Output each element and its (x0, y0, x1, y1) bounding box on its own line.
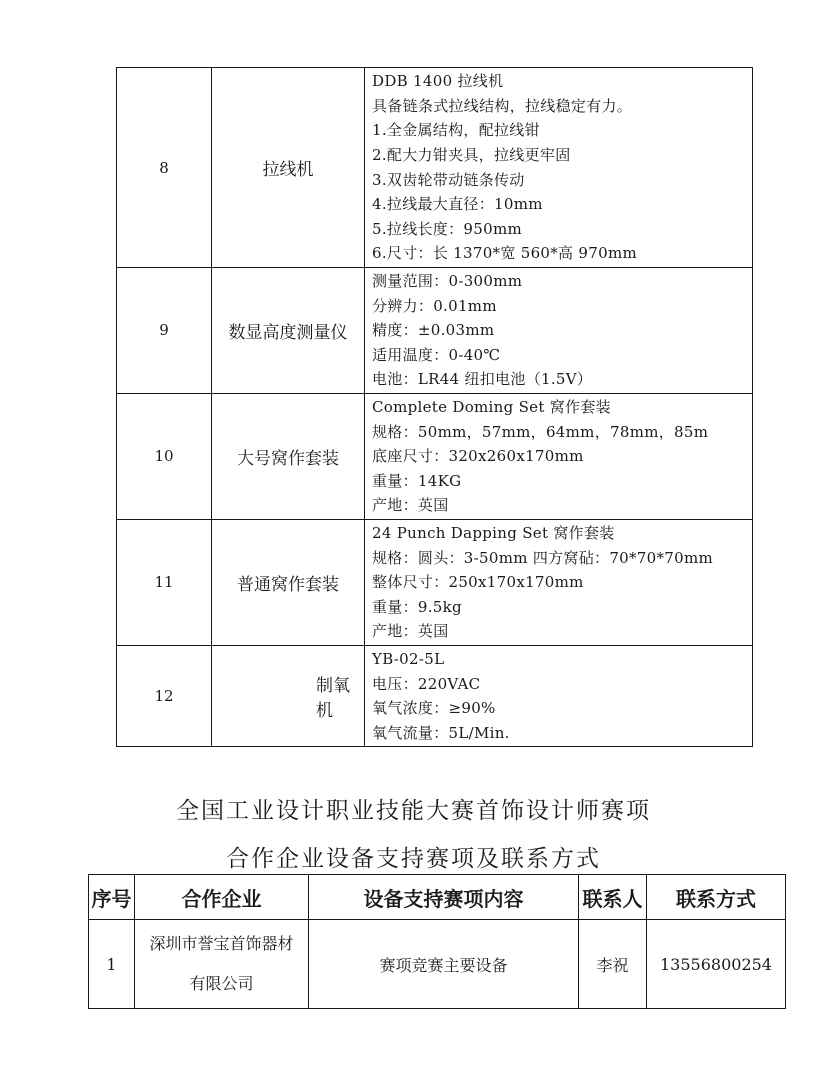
row-number: 12 (117, 645, 212, 746)
contact-phone: 13556800254 (647, 920, 786, 1009)
spec-line: 底座尺寸：320x260x170mm (372, 447, 584, 466)
equipment-name: 普通窝作套装 (212, 519, 365, 645)
row-number: 9 (117, 268, 212, 394)
spec-line: 规格：50mm，57mm，64mm，78mm，85m (372, 422, 709, 441)
equipment-spec (365, 645, 753, 746)
row-number: 1 (89, 920, 135, 1009)
company-name-line: 深圳市誉宝首饰器材 (149, 934, 294, 953)
spec-line: 重量：9.5kg (372, 597, 462, 616)
contact-person: 李祝 (579, 920, 647, 1009)
spec-line: 氧气流量：5L/Min. (372, 723, 510, 742)
spec-line: 1.全金属结构，配拉线钳 (372, 121, 540, 140)
spec-line: 产地：英国 (372, 622, 449, 641)
spec-line: 5.拉线长度：950mm (372, 219, 522, 238)
equipment-spec (365, 393, 753, 519)
equipment-name: 制氧机 (212, 645, 365, 746)
spec-line: 氧气浓度：≥90% (372, 699, 496, 718)
table-row (117, 68, 753, 268)
spec-line: 6.尺寸：长 1370*宽 560*高 970mm (372, 244, 637, 263)
spec-line: 电池：LR44 纽扣电池（1.5V） (372, 370, 593, 389)
table-row (117, 519, 753, 645)
spec-line: 规格：圆头：3-50mm 四方窝砧：70*70*70mm (372, 548, 714, 567)
header-phone: 联系方式 (647, 875, 786, 920)
company-table (88, 874, 786, 1009)
equipment-spec (365, 68, 753, 268)
spec-line: 电压：220VAC (372, 674, 481, 693)
header-content: 设备支持赛项内容 (309, 875, 579, 920)
spec-line: 具备链条式拉线结构，拉线稳定有力。 (372, 96, 633, 115)
equipment-table (116, 67, 753, 747)
row-number: 10 (117, 393, 212, 519)
equipment-name: 大号窝作套装 (212, 393, 365, 519)
table-row (117, 645, 753, 746)
section-subtitle: 合作企业设备支持赛项及联系方式 (226, 846, 601, 872)
spec-line: YB-02-5L (372, 649, 445, 668)
table-row (117, 268, 753, 394)
spec-line: 3.双齿轮带动链条传动 (372, 170, 525, 189)
table-row (117, 393, 753, 519)
spec-line: Complete Doming Set 窝作套装 (372, 397, 611, 416)
spec-line: 24 Punch Dapping Set 窝作套装 (372, 523, 615, 542)
equipment-spec (365, 519, 753, 645)
header-contact: 联系人 (579, 875, 647, 920)
table-header-row (89, 875, 786, 920)
equipment-spec (365, 268, 753, 394)
spec-line: 测量范围：0-300mm (372, 272, 523, 290)
spec-line: 重量：14KG (372, 471, 462, 490)
spec-line: 整体尺寸：250x170x170mm (372, 573, 584, 592)
equipment-name: 拉线机 (212, 68, 365, 268)
spec-line: DDB 1400 拉线机 (372, 72, 504, 91)
spec-line: 4.拉线最大直径：10mm (372, 195, 543, 214)
table-row (89, 920, 786, 1009)
header-no: 序号 (89, 875, 135, 920)
company-name-line: 有限公司 (189, 974, 254, 993)
company-name (135, 920, 309, 1009)
support-content: 赛项竞赛主要设备 (309, 920, 579, 1009)
spec-line: 精度：±0.03mm (372, 321, 495, 340)
equipment-name: 数显高度测量仪 (212, 268, 365, 394)
spec-line: 适用温度：0-40℃ (372, 345, 501, 364)
row-number: 8 (117, 68, 212, 268)
spec-line: 产地：英国 (372, 496, 449, 515)
section-title: 全国工业设计职业技能大赛首饰设计师赛项 (176, 798, 651, 824)
spec-line: 2.配大力钳夹具，拉线更牢固 (372, 145, 571, 164)
spec-line: 分辨力：0.01mm (372, 296, 497, 315)
row-number: 11 (117, 519, 212, 645)
header-company: 合作企业 (135, 875, 309, 920)
